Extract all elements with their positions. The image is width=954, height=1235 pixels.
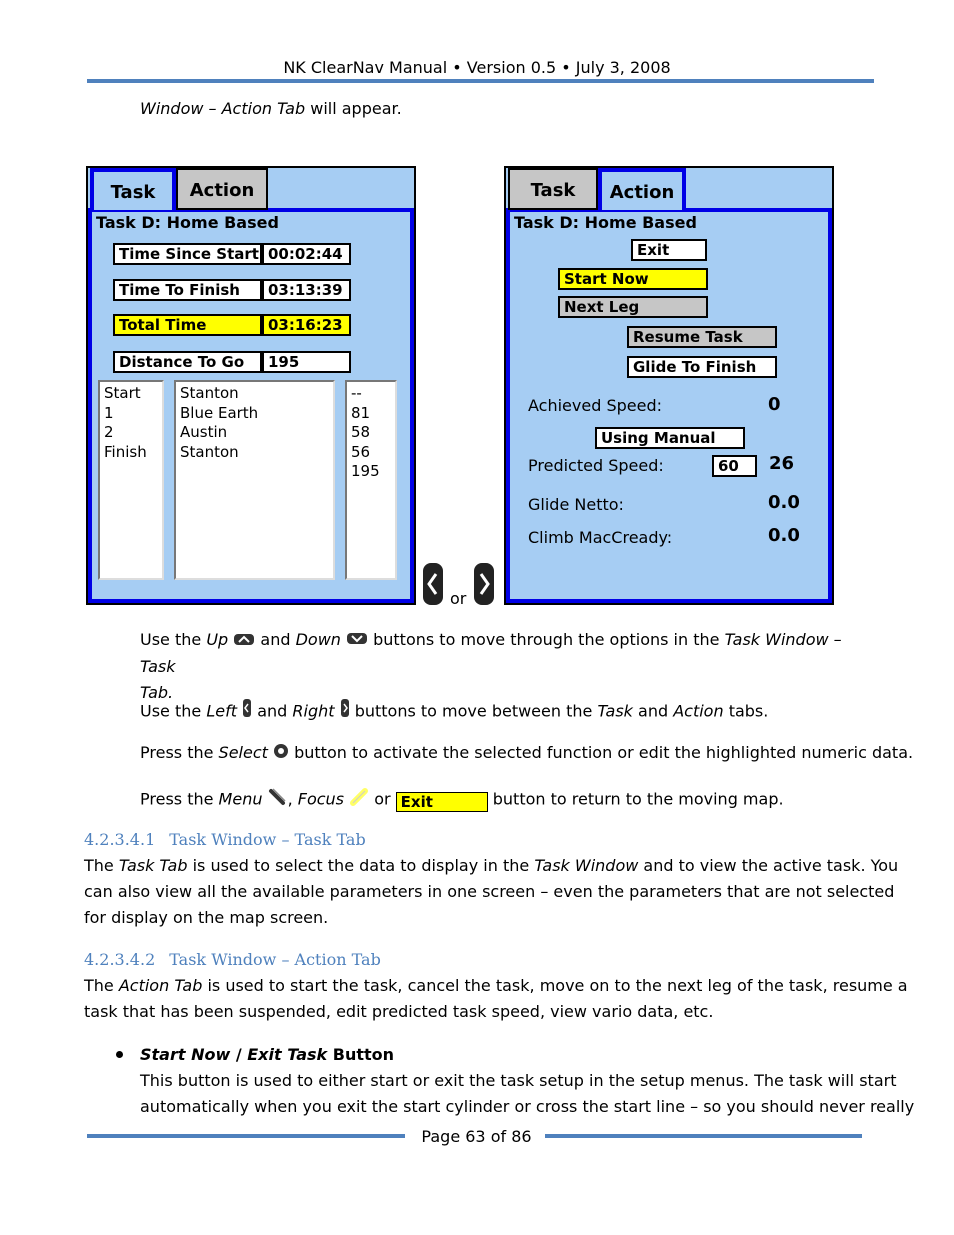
text: Right bbox=[292, 701, 335, 721]
text: tabs. bbox=[723, 701, 769, 721]
list-item: Stanton bbox=[180, 384, 239, 402]
list-item: Blue Earth bbox=[180, 403, 259, 422]
using-manual-button[interactable]: Using Manual bbox=[595, 427, 745, 449]
time-since-start-label: Time Since Start bbox=[113, 243, 262, 265]
text: and to view the active task. You bbox=[638, 856, 899, 875]
text: Focus bbox=[297, 789, 345, 809]
time-to-finish-value[interactable]: 03:13:39 bbox=[262, 279, 351, 301]
predicted-speed-label: Predicted Speed: bbox=[528, 456, 664, 475]
section-number: 4.2.3.4.1 bbox=[84, 830, 156, 849]
glide-to-finish-button[interactable]: Glide To Finish bbox=[627, 356, 777, 378]
footer-rule-right bbox=[545, 1134, 862, 1138]
section-body-action-tab bbox=[84, 973, 908, 1025]
climb-maccready-label: Climb MacCready: bbox=[528, 528, 673, 547]
text: Select bbox=[218, 743, 268, 762]
text-line: This button is used to either start or exit the task setup in the setup menus. The task will start bbox=[140, 1071, 897, 1090]
list-item: 81 bbox=[351, 403, 371, 422]
section-number: 4.2.3.4.2 bbox=[84, 950, 156, 969]
intro-rest: will appear. bbox=[305, 99, 402, 118]
text-line: automatically when you exit the start cylinder or cross the start line – so you should never really bbox=[140, 1097, 915, 1116]
text-line: task that has been suspended, edit predicted task speed, view vario data, etc. bbox=[84, 1002, 714, 1021]
text: Start Now bbox=[140, 1045, 231, 1064]
select-button-icon bbox=[273, 741, 289, 767]
list-item: Finish bbox=[104, 442, 147, 461]
distance-to-go-value[interactable]: 195 bbox=[262, 351, 351, 373]
text: is used to start the task, cancel the task, move on to the next leg of the task, resume a bbox=[202, 976, 908, 995]
page-number: Page 63 of 86 bbox=[421, 1127, 532, 1146]
action-panel-title: Task D: Home Based bbox=[514, 213, 697, 232]
instruction-menu bbox=[140, 786, 880, 814]
text: and bbox=[257, 701, 293, 721]
glide-netto-value: 0.0 bbox=[768, 492, 800, 513]
text: Task bbox=[597, 701, 633, 721]
text: Action bbox=[673, 701, 724, 721]
text-line bbox=[84, 853, 899, 879]
bullet-start-now-exit-task bbox=[140, 1042, 915, 1120]
list-item: Austin bbox=[180, 423, 228, 441]
text: Use the bbox=[140, 701, 207, 721]
predicted-speed-input[interactable]: 60 bbox=[712, 455, 757, 477]
start-now-button[interactable]: Start Now bbox=[558, 268, 708, 290]
right-button-icon bbox=[472, 562, 496, 610]
list-item: Stanton bbox=[180, 442, 239, 461]
tab-task[interactable]: Task bbox=[508, 168, 598, 210]
resume-task-button[interactable]: Resume Task bbox=[627, 326, 777, 348]
text: Task Window – Task bbox=[140, 630, 842, 676]
achieved-speed-value: 0 bbox=[768, 394, 781, 415]
down-button-icon bbox=[346, 628, 368, 654]
time-since-start-value[interactable]: 00:02:44 bbox=[262, 243, 351, 265]
next-leg-button[interactable]: Next Leg bbox=[558, 296, 708, 318]
tab-action[interactable]: Action bbox=[598, 168, 686, 210]
glide-netto-label: Glide Netto: bbox=[528, 495, 624, 514]
text: Left bbox=[206, 701, 237, 721]
text: and bbox=[632, 701, 674, 721]
text: or bbox=[374, 789, 396, 809]
text: and bbox=[260, 630, 296, 649]
list-item: 195 bbox=[351, 462, 380, 480]
text: Use the bbox=[140, 630, 207, 649]
instruction-left-right bbox=[140, 698, 870, 726]
list-item: 1 bbox=[104, 403, 114, 422]
left-button-icon bbox=[421, 562, 445, 610]
text: Exit Task bbox=[247, 1045, 328, 1064]
turnpoint-name-list[interactable] bbox=[174, 380, 335, 580]
text: Press the bbox=[140, 743, 219, 762]
list-item: -- bbox=[351, 384, 362, 402]
section-title: Task Window – Task Tab bbox=[169, 830, 366, 849]
intro-italic: Window – Action Tab bbox=[140, 99, 306, 118]
predicted-speed-value: 26 bbox=[769, 453, 795, 474]
text: button to activate the selected function or edit the highlighted numeric data. bbox=[294, 743, 914, 762]
turnpoint-type-list[interactable] bbox=[98, 380, 164, 580]
menu-button-icon bbox=[268, 786, 288, 814]
task-panel-title: Task D: Home Based bbox=[96, 213, 279, 232]
left-button-icon bbox=[242, 698, 252, 726]
text: Tab. bbox=[140, 682, 174, 702]
intro-line bbox=[140, 96, 402, 122]
distance-to-go-label: Distance To Go bbox=[113, 351, 262, 373]
text: / bbox=[230, 1045, 248, 1064]
text-line: for display on the map screen. bbox=[84, 908, 329, 927]
text-line: can also view all the available parameters in one screen – even the parameters that are not selected bbox=[84, 882, 895, 901]
section-body-task-tab bbox=[84, 853, 899, 931]
list-item: 56 bbox=[351, 442, 371, 461]
text: buttons to move between the bbox=[354, 701, 598, 721]
or-label: or bbox=[450, 589, 467, 608]
text: Task Tab bbox=[118, 856, 188, 875]
exit-button[interactable]: Exit bbox=[631, 239, 707, 261]
text: button to return to the moving map. bbox=[492, 789, 784, 809]
time-to-finish-label: Time To Finish bbox=[113, 279, 262, 301]
instruction-up-down bbox=[140, 627, 870, 706]
bullet-title bbox=[140, 1042, 880, 1068]
section-title: Task Window – Action Tab bbox=[169, 950, 381, 969]
tab-action[interactable]: Action bbox=[176, 168, 268, 210]
up-button-icon bbox=[233, 628, 255, 654]
text: , bbox=[287, 789, 298, 809]
text: Action Tab bbox=[118, 976, 203, 995]
text: Button bbox=[327, 1045, 395, 1064]
instruction-select bbox=[140, 740, 914, 767]
total-time-value[interactable]: 03:16:23 bbox=[262, 314, 351, 336]
tab-task[interactable]: Task bbox=[90, 168, 176, 210]
text: buttons to move through the options in the bbox=[373, 630, 725, 649]
list-item: 2 bbox=[104, 423, 114, 441]
text: is used to select the data to display in the bbox=[187, 856, 535, 875]
page-header: NK ClearNav Manual • Version 0.5 • July 3, 2008 bbox=[283, 58, 671, 77]
text: Up bbox=[206, 630, 229, 649]
list-item: 58 bbox=[351, 423, 371, 441]
action-tab-screenshot bbox=[504, 166, 834, 605]
section-heading-task-tab bbox=[84, 830, 366, 849]
exit-button-sample: Exit bbox=[396, 792, 488, 812]
text: The bbox=[84, 856, 119, 875]
climb-maccready-value: 0.0 bbox=[768, 525, 800, 546]
text-line bbox=[84, 973, 908, 999]
list-item: Start bbox=[104, 384, 141, 402]
text: The bbox=[84, 976, 119, 995]
footer-rule-left bbox=[87, 1134, 405, 1138]
text: Task Window bbox=[534, 856, 639, 875]
section-heading-action-tab bbox=[84, 950, 381, 969]
text: Menu bbox=[218, 789, 263, 809]
task-tab-screenshot bbox=[86, 166, 416, 605]
bullet-dot bbox=[116, 1051, 123, 1058]
achieved-speed-label: Achieved Speed: bbox=[528, 396, 662, 415]
right-button-icon bbox=[340, 698, 350, 726]
total-time-label: Total Time bbox=[113, 314, 262, 336]
text: Press the bbox=[140, 789, 219, 809]
text: Down bbox=[295, 630, 341, 649]
header-rule bbox=[87, 79, 874, 83]
focus-button-icon bbox=[349, 786, 369, 814]
leg-distance-list[interactable] bbox=[345, 380, 397, 580]
